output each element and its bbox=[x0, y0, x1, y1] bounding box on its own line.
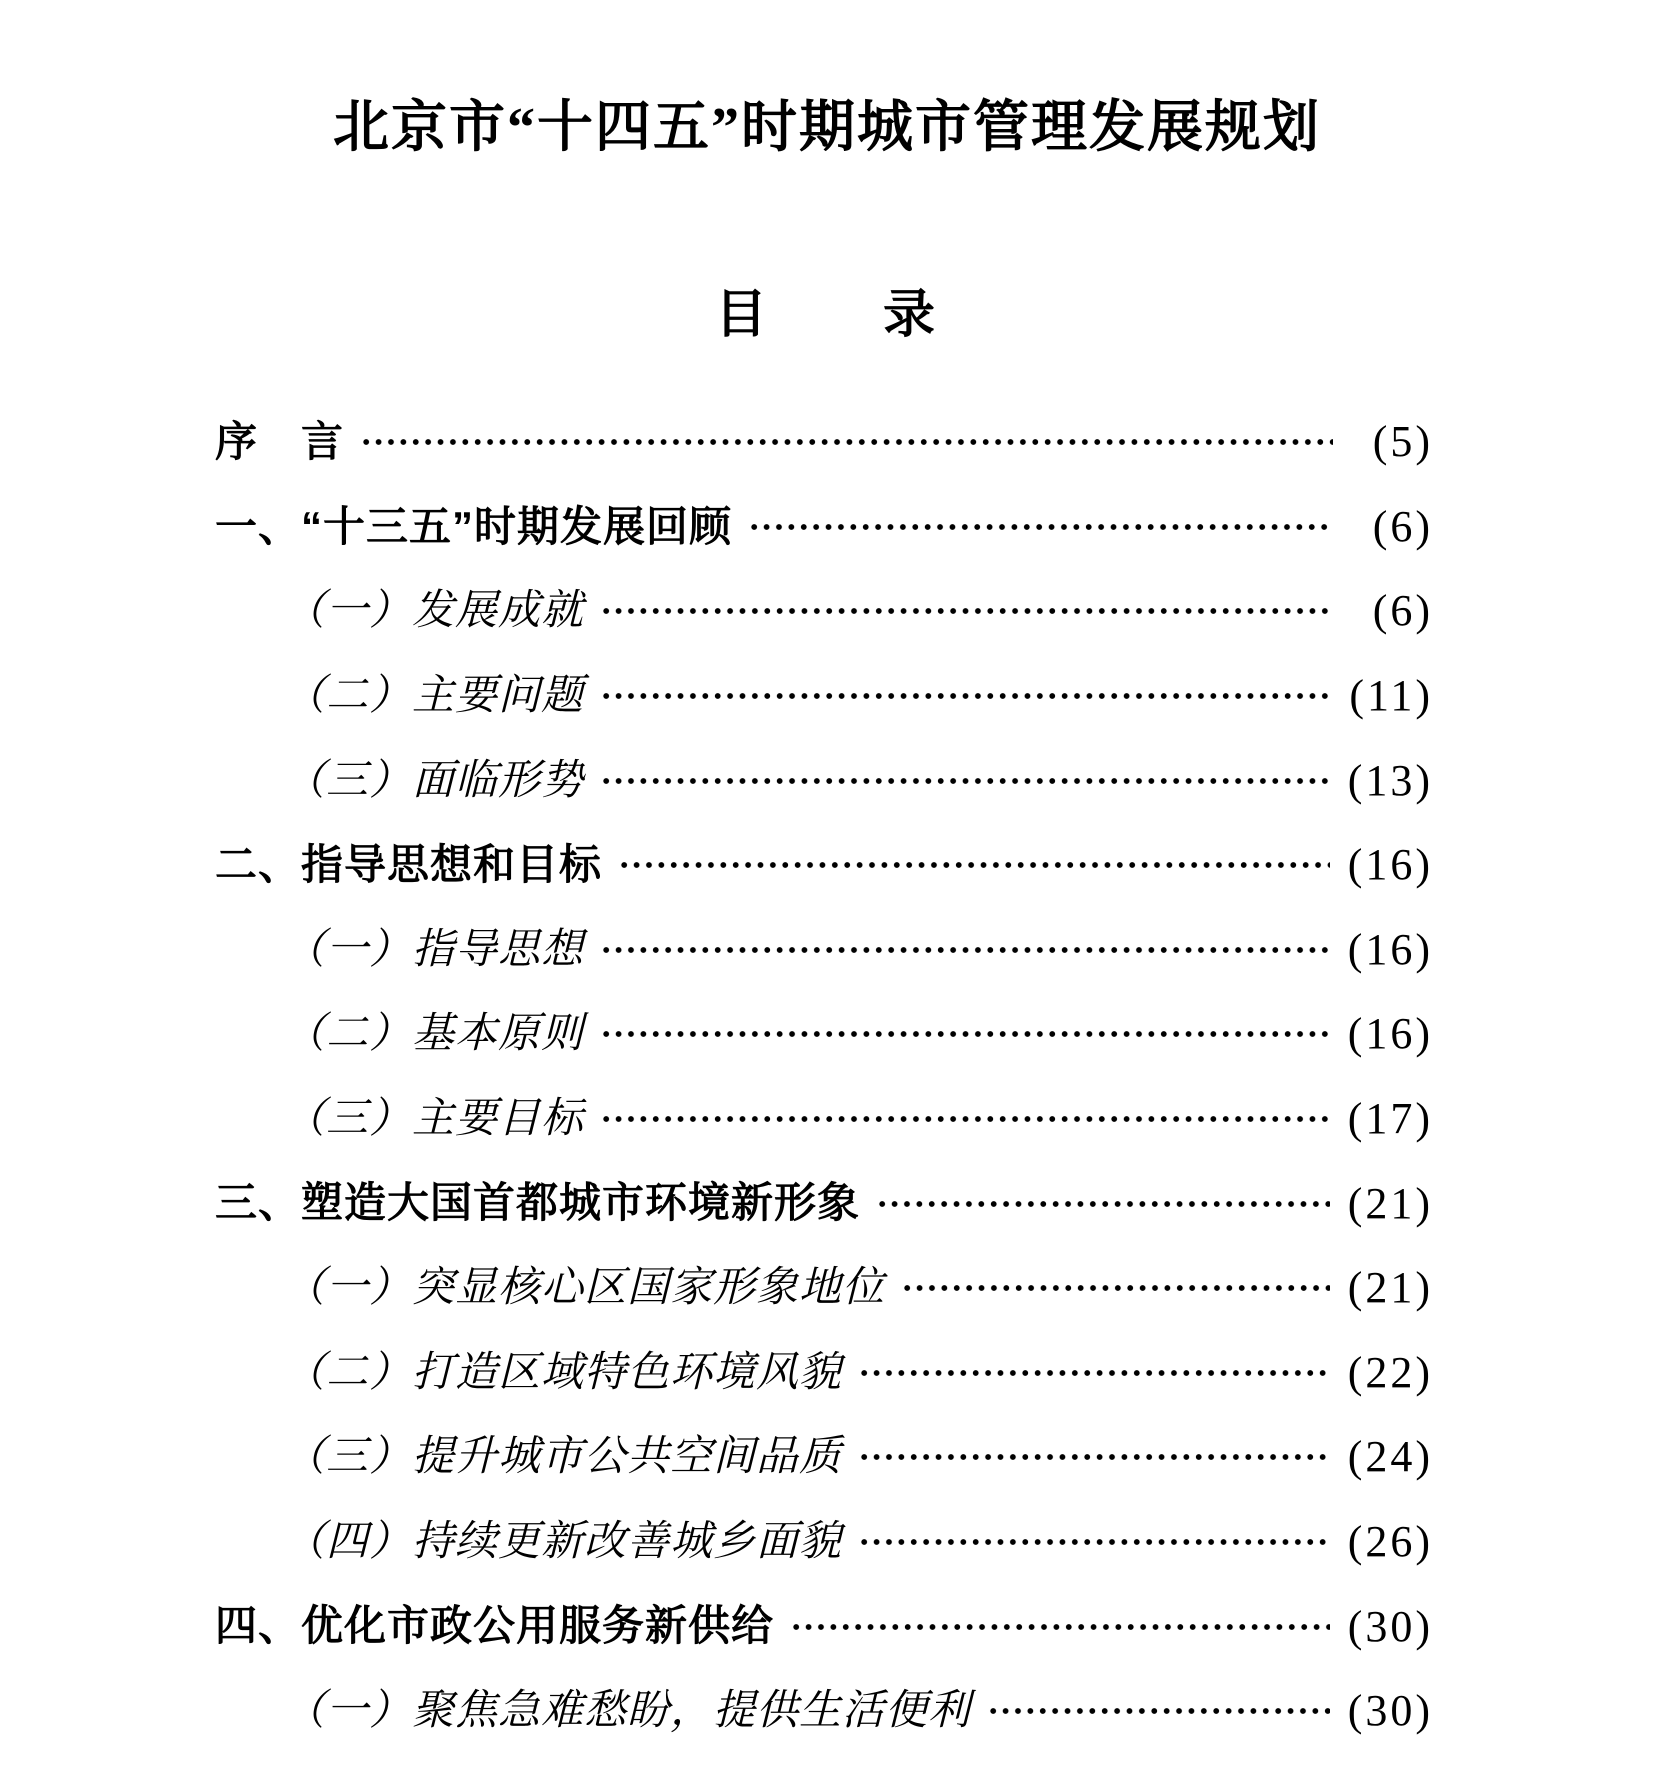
toc-entry-label: 三、塑造大国首都城市环境新形象 bbox=[215, 1179, 861, 1227]
toc-page-number: (6) bbox=[1372, 501, 1433, 551]
toc-entry[interactable] bbox=[0, 485, 1654, 570]
toc-page-number: (26) bbox=[1347, 1517, 1433, 1567]
toc-page-number: (24) bbox=[1347, 1432, 1433, 1482]
toc-entry[interactable] bbox=[0, 1161, 1654, 1246]
toc-entry[interactable] bbox=[0, 569, 1654, 654]
dot-leader bbox=[600, 1029, 1330, 1039]
toc-entry[interactable] bbox=[0, 992, 1654, 1077]
toc-page-number: (22) bbox=[1347, 1347, 1433, 1397]
dot-leader bbox=[600, 1114, 1330, 1124]
toc-page-number: (16) bbox=[1347, 924, 1433, 974]
dot-leader bbox=[858, 1368, 1330, 1378]
toc-entry[interactable] bbox=[0, 1415, 1654, 1500]
toc-entry-label: （二）主要问题 bbox=[283, 672, 585, 719]
toc-entry[interactable] bbox=[0, 823, 1654, 908]
toc-entry[interactable] bbox=[0, 1669, 1654, 1754]
toc-entry[interactable] bbox=[0, 400, 1654, 485]
toc-page-number: (16) bbox=[1347, 840, 1433, 890]
dot-leader bbox=[790, 1622, 1330, 1632]
dot-leader bbox=[600, 776, 1330, 786]
document-title: 北京市“十四五”时期城市管理发展规划 bbox=[333, 97, 1321, 159]
toc-entry-label: （一）指导思想 bbox=[283, 926, 585, 973]
toc-page-number: (17) bbox=[1347, 1094, 1433, 1144]
toc-entry-label: （一）突显核心区国家形象地位 bbox=[283, 1265, 886, 1312]
toc-entry-label: 二、指导思想和目标 bbox=[215, 841, 603, 889]
dot-leader bbox=[858, 1537, 1330, 1547]
toc-entry-label: （一）聚焦急难愁盼，提供生活便利 bbox=[283, 1688, 972, 1735]
toc-page-number: (30) bbox=[1347, 1686, 1433, 1736]
toc-entry-label: 一、“十三五”时期发展回顾 bbox=[215, 502, 733, 550]
dot-leader bbox=[858, 1452, 1330, 1462]
toc-page-number: (11) bbox=[1349, 671, 1433, 721]
toc-entry-label: （二）基本原则 bbox=[283, 1011, 585, 1058]
toc-entry[interactable] bbox=[0, 654, 1654, 739]
dot-leader bbox=[876, 1199, 1330, 1209]
toc-entry-label: （一）发展成就 bbox=[283, 588, 585, 635]
dot-leader bbox=[600, 691, 1331, 701]
dot-leader bbox=[360, 437, 1333, 447]
toc-entry-label: （三）主要目标 bbox=[283, 1095, 585, 1142]
toc-page-number: (30) bbox=[1347, 1601, 1433, 1651]
toc-entry[interactable] bbox=[0, 738, 1654, 823]
toc-page-number: (13) bbox=[1347, 755, 1433, 805]
toc-page-number: (5) bbox=[1372, 417, 1433, 467]
toc-list bbox=[0, 400, 1654, 1754]
toc-entry[interactable] bbox=[0, 1077, 1654, 1162]
toc-entry-label: 序 言 bbox=[215, 418, 345, 466]
toc-entry-label: （三）面临形势 bbox=[283, 757, 585, 804]
toc-entry[interactable] bbox=[0, 1500, 1654, 1585]
toc-entry-label: （二）打造区域特色环境风貌 bbox=[283, 1349, 843, 1396]
toc-entry[interactable] bbox=[0, 908, 1654, 993]
toc-heading: 目 录 bbox=[714, 287, 939, 344]
dot-leader bbox=[600, 945, 1330, 955]
toc-page-number: (21) bbox=[1347, 1178, 1433, 1228]
toc-entry[interactable] bbox=[0, 1246, 1654, 1331]
toc-entry[interactable] bbox=[0, 1331, 1654, 1416]
toc-entry-label: （三）提升城市公共空间品质 bbox=[283, 1434, 843, 1481]
dot-leader bbox=[600, 606, 1333, 616]
toc-page-number: (16) bbox=[1347, 1009, 1433, 1059]
dot-leader bbox=[748, 522, 1333, 532]
toc-entry-label: （四）持续更新改善城乡面貌 bbox=[283, 1518, 843, 1565]
toc-page-number: (21) bbox=[1347, 1263, 1433, 1313]
toc-page-number: (6) bbox=[1372, 586, 1433, 636]
toc-entry[interactable] bbox=[0, 1584, 1654, 1669]
toc-entry-label: 四、优化市政公用服务新供给 bbox=[215, 1602, 775, 1650]
dot-leader bbox=[618, 860, 1330, 870]
dot-leader bbox=[987, 1706, 1330, 1716]
dot-leader bbox=[901, 1283, 1330, 1293]
